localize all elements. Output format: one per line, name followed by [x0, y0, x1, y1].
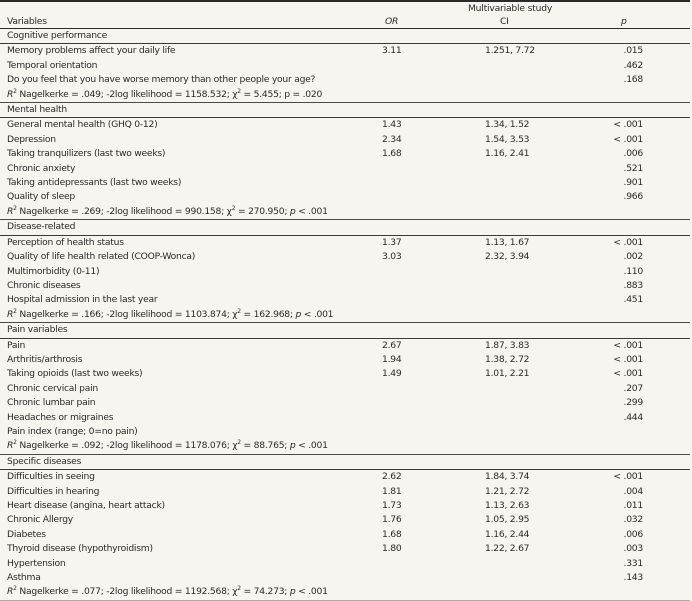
variable-cell: Chronic lumbar pain: [7, 397, 96, 409]
ci-cell: 1.13, 2.63: [485, 500, 530, 511]
variable-cell: Depression: [7, 133, 56, 145]
variable-cell: Thyroid disease (hypothyroidism): [7, 543, 153, 555]
section-header-row: [0, 454, 690, 469]
p-value-cell: < .001: [613, 368, 643, 380]
p-value-cell: < .001: [613, 133, 643, 145]
ci-cell: [455, 162, 605, 176]
p-value-cell: .462: [623, 59, 643, 71]
ci-cell: [455, 176, 605, 190]
p-value-cell: .110: [623, 265, 643, 277]
p-value-cell: .901: [623, 177, 643, 189]
table-row: [0, 411, 690, 425]
table-row: [0, 133, 690, 147]
model-fit-row: [0, 439, 690, 454]
ci-cell: 1.22, 2.67: [485, 543, 530, 555]
variable-cell: Chronic cervical pain: [7, 382, 98, 394]
or-cell: [360, 411, 455, 425]
table-body: [0, 29, 690, 601]
table-row: [0, 235, 690, 250]
p-value-cell: .004: [623, 485, 643, 497]
p-value-cell: .299: [623, 397, 643, 409]
table-row: [0, 265, 690, 279]
or-cell: 1.73: [382, 500, 402, 511]
variable-cell: Perception of health status: [7, 236, 124, 248]
variable-cell: Arthritis/arthrosis: [7, 353, 83, 365]
table-row: [0, 470, 690, 485]
section-title: Pain variables: [0, 323, 690, 338]
table-row: [0, 162, 690, 176]
model-fit-statistics: $R^2$ Nagelkerke = .269; -2log likelihood = 990.158; $\chi^2 = 270.950$; p < .001: [0, 205, 690, 220]
p-value-cell: < .001: [613, 339, 643, 351]
table-row: [0, 382, 690, 396]
variable-cell: Diabetes: [7, 528, 46, 540]
table-row: [0, 190, 690, 204]
ci-cell: 1.21, 2.72: [485, 485, 530, 497]
ci-cell: 1.16, 2.44: [485, 528, 530, 540]
ci-cell: [455, 73, 605, 87]
column-header-ci: CI: [455, 15, 605, 29]
or-cell: [360, 279, 455, 293]
or-cell: 1.81: [382, 485, 402, 497]
variable-cell: Taking tranquilizers (last two weeks): [7, 148, 166, 160]
table-top-rule: [0, 0, 690, 2]
section-title: Disease-related: [0, 220, 690, 235]
ci-cell: [455, 293, 605, 307]
variable-cell: Hospital admission in the last year: [7, 294, 158, 306]
model-fit-statistics: $R^2$ Nagelkerke = .049; -2log likelihood = 1158.532; $\chi^2 = 5.455$; p = .020: [0, 88, 690, 103]
p-value-cell: < .001: [613, 353, 643, 365]
variable-cell: Asthma: [7, 572, 41, 584]
p-value-cell: < .001: [613, 236, 643, 248]
p-value-cell: .451: [623, 294, 643, 306]
or-cell: 1.76: [382, 514, 402, 526]
or-cell: 1.68: [382, 528, 402, 540]
or-cell: [360, 265, 455, 279]
ci-cell: 1.01, 2.21: [485, 368, 530, 380]
variable-cell: Do you feel that you have worse memory than other people your age?: [7, 74, 316, 86]
table-row: [0, 557, 690, 571]
model-fit-statistics: $R^2$ Nagelkerke = .166; -2log likelihood = 1103.874; $\chi^2 = 162.968$; p < .001: [0, 308, 690, 323]
p-value-cell: .011: [623, 500, 643, 511]
table-row: [0, 396, 690, 410]
or-cell: [360, 162, 455, 176]
ci-cell: [455, 396, 605, 410]
multivariable-results-table: [0, 15, 690, 601]
p-value-cell: .521: [623, 162, 643, 174]
section-header-row: [0, 323, 690, 338]
ci-cell: [455, 265, 605, 279]
variable-cell: Multimorbidity (0-11): [7, 265, 100, 277]
or-cell: 1.37: [382, 236, 402, 248]
p-value-cell: .143: [623, 572, 643, 584]
model-fit-row: [0, 88, 690, 103]
variable-cell: Chronic anxiety: [7, 162, 76, 174]
section-title: Cognitive performance: [0, 29, 690, 44]
model-fit-row: [0, 308, 690, 323]
or-cell: 1.94: [382, 353, 402, 365]
table-row: [0, 147, 690, 161]
table-row: [0, 499, 690, 513]
or-cell: [360, 396, 455, 410]
p-value-cell: .002: [623, 251, 643, 263]
p-value-cell: .032: [623, 514, 643, 526]
model-fit-statistics: $R^2$ Nagelkerke = .077; -2log likelihood = 1192.568; $\chi^2 = 74.273$; p < .001: [0, 585, 690, 600]
variable-cell: Chronic Allergy: [7, 514, 73, 526]
table-row: [0, 513, 690, 527]
ci-cell: [455, 411, 605, 425]
table-row: [0, 176, 690, 190]
or-cell: 3.03: [382, 251, 402, 263]
table-row: [0, 293, 690, 307]
p-value-cell: .883: [623, 279, 643, 291]
or-cell: 3.11: [382, 45, 402, 57]
table-row: [0, 528, 690, 542]
column-header-variables: Variables: [0, 15, 360, 29]
table-row: [0, 571, 690, 585]
ci-cell: 1.38, 2.72: [485, 353, 530, 365]
variable-cell: Difficulties in seeing: [7, 471, 95, 483]
p-value-cell: < .001: [613, 471, 643, 483]
model-fit-statistics: $R^2$ Nagelkerke = .092; -2log likelihood = 1178.076; $\chi^2 = 88.765$; p < .001: [0, 439, 690, 454]
or-cell: 1.68: [382, 148, 402, 160]
or-cell: [360, 571, 455, 585]
p-value-cell: .966: [623, 191, 643, 203]
ci-cell: 1.54, 3.53: [485, 133, 530, 145]
variable-cell: Taking opioids (last two weeks): [7, 368, 143, 380]
or-cell: [360, 73, 455, 87]
ci-cell: [455, 279, 605, 293]
p-value-cell: .168: [623, 74, 643, 86]
p-value-cell: .015: [623, 45, 643, 57]
p-value-cell: .444: [623, 411, 643, 423]
ci-cell: 1.13, 1.67: [485, 236, 530, 248]
section-header-row: [0, 220, 690, 235]
or-cell: [360, 425, 455, 439]
table-row: [0, 44, 690, 59]
model-fit-row: [0, 585, 690, 600]
column-header-or: OR: [360, 15, 455, 29]
variable-cell: Quality of life health related (COOP-Wonca): [7, 251, 196, 263]
ci-cell: [455, 382, 605, 396]
ci-cell: [455, 557, 605, 571]
section-header-row: [0, 103, 690, 118]
variable-cell: Taking antidepressants (last two weeks): [7, 177, 182, 189]
table-row: [0, 485, 690, 499]
table-row: [0, 118, 690, 133]
or-cell: [360, 557, 455, 571]
p-value-cell: .006: [623, 148, 643, 160]
variable-cell: Heart disease (angina, heart attack): [7, 500, 165, 511]
or-cell: [360, 382, 455, 396]
table-row: [0, 425, 690, 439]
table-row: [0, 353, 690, 367]
ci-cell: [455, 59, 605, 73]
variable-cell: Temporal orientation: [7, 59, 98, 71]
p-value-cell: .331: [623, 557, 643, 569]
variable-cell: Quality of sleep: [7, 191, 76, 203]
p-value-cell: .207: [623, 382, 643, 394]
or-cell: [360, 176, 455, 190]
table-row: [0, 367, 690, 381]
table-row: [0, 338, 690, 353]
or-cell: 2.34: [382, 133, 402, 145]
variable-cell: Pain: [7, 339, 26, 351]
variable-cell: Chronic diseases: [7, 279, 81, 291]
table-row: [0, 279, 690, 293]
p-value-cell: < .001: [613, 119, 643, 131]
ci-cell: [455, 190, 605, 204]
variable-cell: Memory problems affect your daily life: [7, 45, 176, 57]
ci-cell: 1.34, 1.52: [485, 119, 530, 131]
section-header-row: [0, 29, 690, 44]
ci-cell: 1.16, 2.41: [485, 148, 530, 160]
table-row: [0, 59, 690, 73]
variable-cell: General mental health (GHQ 0-12): [7, 119, 158, 131]
p-value-cell: .006: [623, 528, 643, 540]
or-cell: 1.80: [382, 543, 402, 555]
or-cell: 1.49: [382, 368, 402, 380]
ci-cell: 1.87, 3.83: [485, 339, 530, 351]
ci-cell: 2.32, 3.94: [485, 251, 530, 263]
table-row: [0, 250, 690, 264]
model-fit-row: [0, 205, 690, 220]
ci-cell: 1.84, 3.74: [485, 471, 530, 483]
column-header-row: [0, 15, 690, 29]
variable-cell: Difficulties in hearing: [7, 485, 100, 497]
variable-cell: Headaches or migraines: [7, 411, 114, 423]
ci-cell: [455, 425, 605, 439]
section-title: Mental health: [0, 103, 690, 118]
or-cell: 2.67: [382, 339, 402, 351]
or-cell: [360, 190, 455, 204]
table-row: [0, 73, 690, 87]
ci-cell: [455, 571, 605, 585]
ci-cell: 1.251, 7.72: [485, 45, 535, 57]
ci-cell: 1.05, 2.95: [485, 514, 530, 526]
or-cell: 2.62: [382, 471, 402, 483]
or-cell: [360, 293, 455, 307]
table-row: [0, 542, 690, 556]
section-title: Specific diseases: [0, 454, 690, 469]
or-cell: [360, 59, 455, 73]
variable-cell: Pain index (range; 0=no pain): [7, 425, 138, 437]
or-cell: 1.43: [382, 119, 402, 131]
p-value-cell: .003: [623, 543, 643, 555]
p-value-cell: [605, 425, 690, 439]
variable-cell: Hypertension: [7, 557, 66, 569]
multivariable-study-header: Multivariable study: [467, 3, 553, 14]
column-header-p: p: [605, 15, 690, 29]
